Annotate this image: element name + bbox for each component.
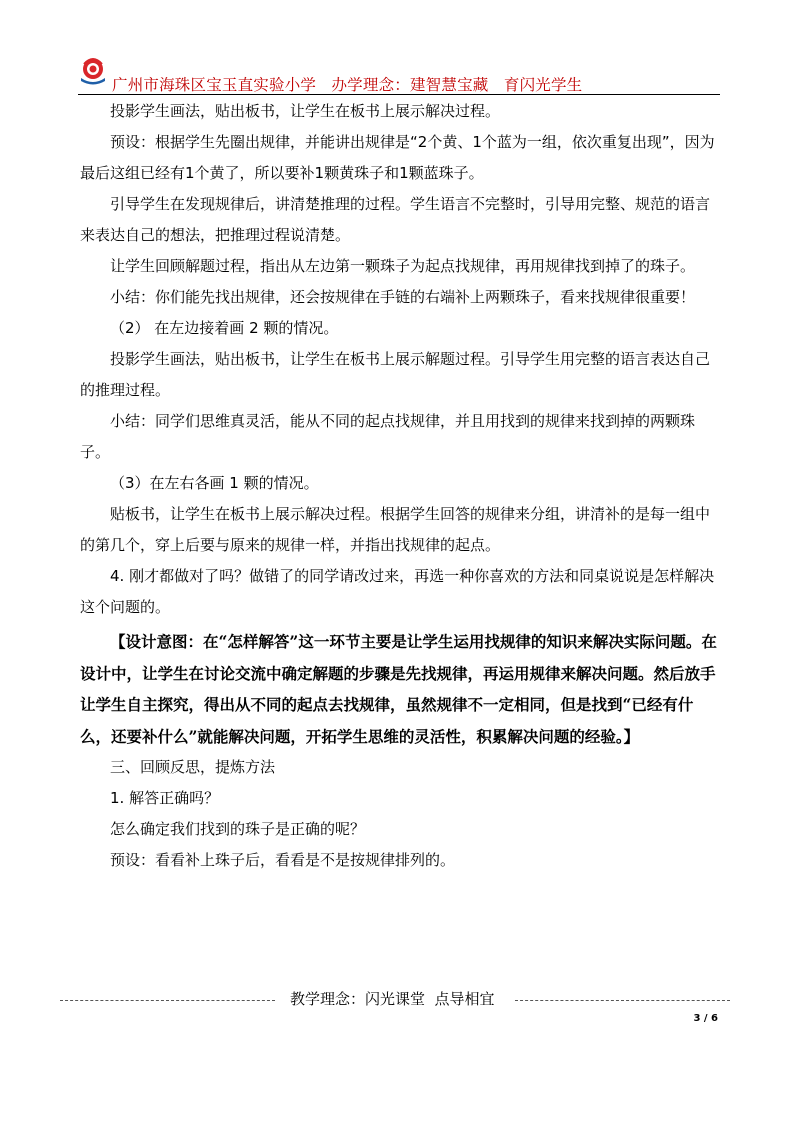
page-number: 3 / 6 — [693, 1013, 718, 1024]
footer-motto: 教学理念：闪光课堂 点导相宜 — [290, 990, 495, 1008]
header-divider — [78, 94, 720, 95]
paragraph: 让学生回顾解题过程，指出从左边第一颗珠子为起点找规律，再用规律找到掉了的珠子。 — [110, 257, 696, 275]
footer-dash-left — [60, 1000, 275, 1001]
paragraph: 引导学生在发现规律后，讲清楚推理的过程。学生语言不完整时，引导用完整、规范的语言来表达自己的想法，把推理过程说清楚。 — [80, 195, 711, 244]
paragraph: 投影学生画法，贴出板书，让学生在板书上展示解决过程。 — [110, 102, 501, 120]
document-body — [80, 96, 720, 876]
paragraph: 贴板书，让学生在板书上展示解决过程。根据学生回答的规律来分组，讲清补的是每一组中的第几个，穿上后要与原来的规律一样，并指出找规律的起点。 — [80, 505, 711, 554]
paragraph: 小结：同学们思维真灵活，能从不同的起点找规律，并且用找到的规律来找到掉的两颗珠子。 — [80, 412, 696, 461]
page-header — [78, 56, 720, 96]
list-item: 1. 解答正确吗？ — [110, 789, 220, 807]
page-footer — [60, 988, 730, 1012]
design-intent-block: 【设计意图：在“怎样解答”这一环节主要是让学生运用找规律的知识来解决实际问题。在设计中，让学生在讨论交流中确定解题的步骤是先找规律，再运用规律来解决问题。然后放手让学生自主探究，得出从不同的起点去找规律，虽然规律不一定相同，但是找到“已经有什么，还要补什么”就能解决问题，开拓学生思维的灵活性，积累解决问题的经验。】 — [80, 632, 717, 746]
paragraph: 预设：根据学生先圈出规律，并能讲出规律是“2个黄、1个蓝为一组，依次重复出现”，因为最后这组已经有1个黄了，所以要补1颗黄珠子和1颗蓝珠子。 — [80, 133, 715, 182]
footer-dash-right — [515, 1000, 730, 1001]
paragraph: 预设：看看补上珠子后，看看是不是按规律排列的。 — [110, 851, 456, 869]
section-heading: 三、回顾反思，提炼方法 — [110, 758, 276, 776]
paragraph: 投影学生画法，贴出板书，让学生在板书上展示解题过程。引导学生用完整的语言表达自己的推理过程。 — [80, 350, 711, 399]
school-emblem-icon — [78, 56, 108, 88]
paragraph: 4. 刚才都做对了吗？做错了的同学请改过来，再选一种你喜欢的方法和同桌说说是怎样解决这个问题的。 — [80, 567, 715, 616]
sub-item-heading: （2） 在左边接着画 2 颗的情况。 — [110, 319, 339, 337]
paragraph: 怎么确定我们找到的珠子是正确的呢？ — [110, 820, 366, 838]
header-title: 广州市海珠区宝玉直实验小学 办学理念：建智慧宝藏 育闪光学生 — [112, 76, 583, 94]
paragraph: 小结：你们能先找出规律，还会按规律在手链的右端补上两颗珠子，看来找规律很重要！ — [110, 288, 696, 306]
sub-item-heading: （3）在左右各画 1 颗的情况。 — [110, 474, 319, 492]
